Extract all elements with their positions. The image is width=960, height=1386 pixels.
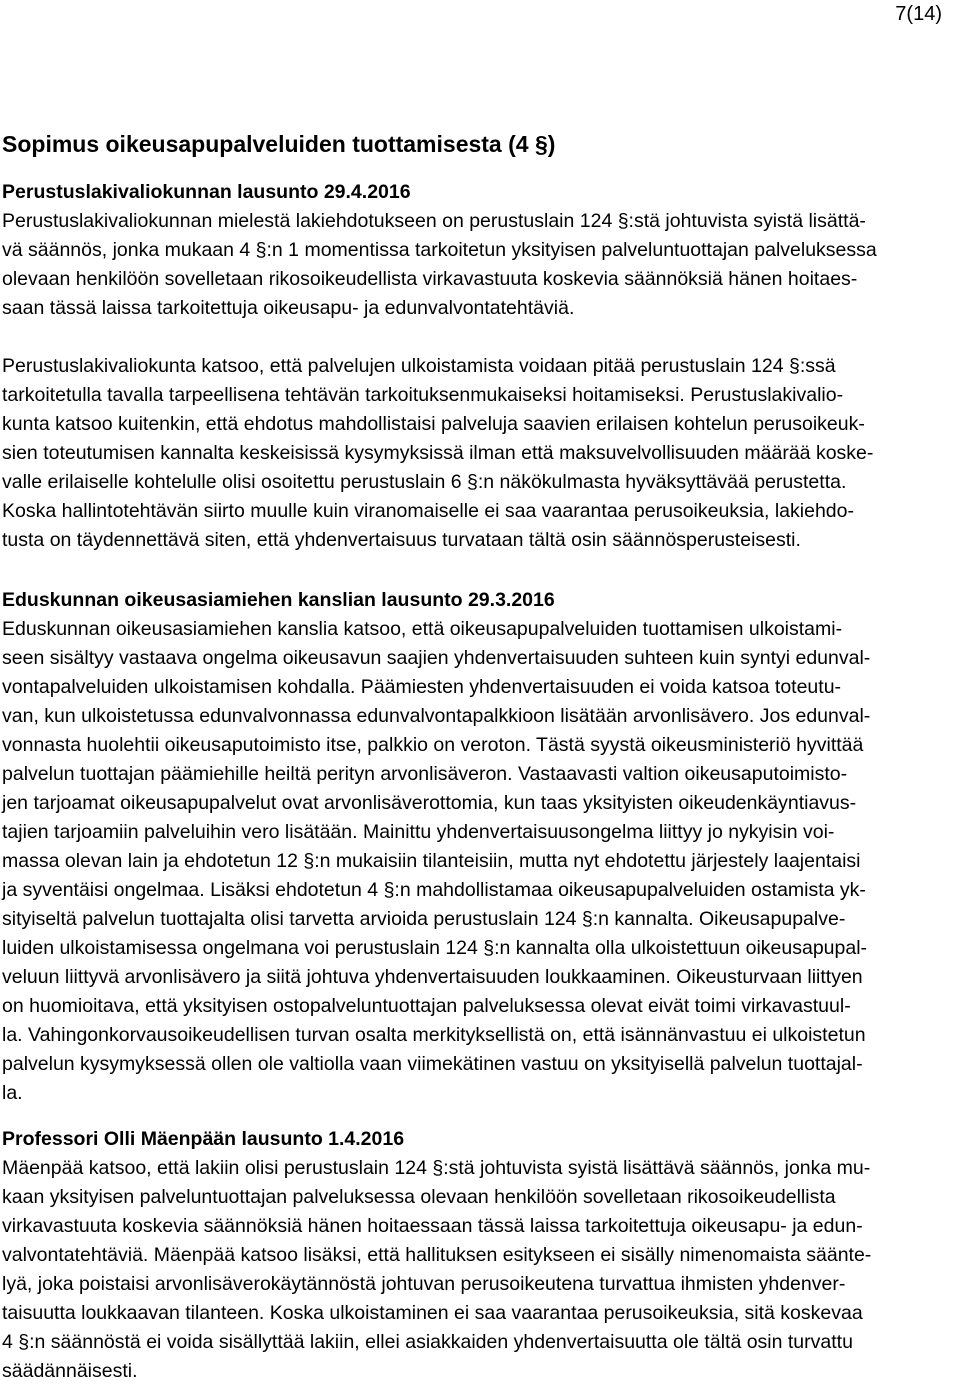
section-maenpaa bbox=[2, 1125, 958, 1386]
section-heading: Eduskunnan oikeusasiamiehen kanslian lausunto 29.3.2016 bbox=[2, 589, 555, 611]
text-line: kunta katsoo kuitenkin, että ehdotus mahdollistaisi palveluja saavien erilaisen kohtelun perusoikeuk- bbox=[2, 413, 865, 435]
text-line: la. Vahingonkorvausoikeudellisen turvan osalta merkityksellistä on, että isännänvastuu ei ulkoistetun bbox=[2, 1024, 866, 1046]
text-line: säädännäisesti. bbox=[2, 1360, 138, 1382]
text-line: Mäenpää katsoo, että lakiin olisi perustuslain 124 §:stä johtuvista syistä lisättävä säännös, jonka mu- bbox=[2, 1157, 871, 1179]
text-line: valle erilaiselle kohtelulle olisi osoitettu perustuslain 6 §:n näkökulmasta hyväksyttävää perustetta. bbox=[2, 471, 847, 493]
text-line: seen sisältyy vastaava ongelma oikeusavun saajien yhdenvertaisuuden suhteen kuin syntyi edunval- bbox=[2, 647, 871, 669]
text-line: sityiseltä palvelun tuottajalta olisi tarvetta arvioida perustuslain 124 §:n kannalta. Oikeusapupalve- bbox=[2, 908, 846, 930]
text-line: virkavastuuta koskevia säännöksiä hänen hoitaessaan tässä laissa tarkoitettuja oikeusapu- ja edun- bbox=[2, 1215, 863, 1237]
text-line: jen tarjoamat oikeusapupalvelut ovat arvonlisäverottomia, kun taas yksityisten oikeudenkäyntiavus- bbox=[2, 792, 857, 814]
text-line: veluun liittyvä arvonlisävero ja siitä johtuva yhdenvertaisuuden loukkaaminen. Oikeusturvaan liittyen bbox=[2, 966, 863, 988]
paragraph bbox=[2, 615, 958, 1108]
text-line: lyä, joka poistaisi arvonlisäverokäytännöstä johtuvan perusoikeutena turvattua ihmisten yhdenver- bbox=[2, 1273, 846, 1295]
section-oikeusasiamies bbox=[2, 586, 958, 1108]
text-line: tusta on täydennettävä siten, että yhdenvertaisuus turvataan tältä osin säännösperusteisesti. bbox=[2, 529, 801, 551]
text-line: 4 §:n säännöstä ei voida sisällyttää lakiin, ellei asiakkaiden yhdenvertaisuutta ole tältä osin turvattu bbox=[2, 1331, 853, 1353]
text-line: tajien tarjoamiin palveluihin vero lisätään. Mainittu yhdenvertaisuusongelma liittyy jo nykyisin voi- bbox=[2, 821, 835, 843]
text-line: massa olevan lain ja ehdotetun 12 §:n mukaisiin tilanteisiin, mutta nyt ehdotettu järjestely laajentaisi bbox=[2, 850, 861, 872]
text-line: la. bbox=[2, 1082, 23, 1104]
text-line: luiden ulkoistamisessa ongelmana voi perustuslain 124 §:n kannalta olla ulkoistettuun oikeusapupal- bbox=[2, 937, 868, 959]
text-line: ja syventäisi ongelmaa. Lisäksi ehdotetun 4 §:n mahdollistamaa oikeusapupalveluiden ostamista yk- bbox=[2, 879, 866, 901]
section-heading: Perustuslakivaliokunnan lausunto 29.4.2016 bbox=[2, 181, 411, 203]
page-number: 7(14) bbox=[895, 3, 942, 25]
text-line: taisuutta loukkaavan tilanteen. Koska ulkoistaminen ei saa vaarantaa perusoikeuksia, sitä koskevaa bbox=[2, 1302, 863, 1324]
text-line: palvelun tuottajan päämiehille heiltä perityn arvonlisäveron. Vastaavasti valtion oikeusaputoimisto- bbox=[2, 763, 848, 785]
text-line: on huomioitava, että yksityisen ostopalveluntuottajan palveluksessa olevat eivät toimi virkavastuul- bbox=[2, 995, 851, 1017]
text-line: Koska hallintotehtävän siirto muulle kuin viranomaiselle ei saa vaarantaa perusoikeuksia, lakiehdo- bbox=[2, 500, 854, 522]
paragraph bbox=[2, 207, 958, 323]
page-title: Sopimus oikeusapupalveluiden tuottamisesta (4 §) bbox=[2, 131, 556, 157]
section-perustuslakivaliokunta bbox=[2, 178, 958, 555]
text-line: vontapalveluiden ulkoistamisen kohdalla. Päämiesten yhdenvertaisuuden ei voida katsoa toteutu- bbox=[2, 676, 842, 698]
text-line: palvelun kysymyksessä ollen ole valtiolla vaan viimekätinen vastuu on yksityisellä palvelun tuottajal- bbox=[2, 1053, 863, 1075]
text-line: Perustuslakivaliokunta katsoo, että palvelujen ulkoistamista voidaan pitää perustuslain 124 §:ssä bbox=[2, 355, 836, 377]
text-line: kaan yksityisen palveluntuottajan palveluksessa olevaan henkilöön sovelletaan rikosoikeudellista bbox=[2, 1186, 836, 1208]
text-line: Perustuslakivaliokunnan mielestä lakiehdotukseen on perustuslain 124 §:stä johtuvista syistä lisättä- bbox=[2, 210, 866, 232]
paragraph bbox=[2, 1154, 958, 1386]
paragraph bbox=[2, 352, 958, 555]
text-line: vä säännös, jonka mukaan 4 §:n 1 momentissa tarkoitetun yksityisen palveluntuottajan palveluksessa bbox=[2, 239, 877, 261]
text-line: sien toteutumisen kannalta keskeisissä kysymyksissä ilman että maksuvelvollisuuden määrää koske- bbox=[2, 442, 874, 464]
text-line: valvontatehtäviä. Mäenpää katsoo lisäksi, että hallituksen esitykseen ei sisälly nimenomaista sääntе- bbox=[2, 1244, 872, 1266]
text-line: olevaan henkilöön sovelletaan rikosoikeudellista virkavastuuta koskevia säännöksiä hänen hoitaes- bbox=[2, 268, 858, 290]
text-line: tarkoitetulla tavalla tarpeellisena tehtävän tarkoituksenmukaiseksi hoitamiseksi. Perustuslakivalio- bbox=[2, 384, 844, 406]
text-line: van, kun ulkoistetussa edunvalvonnassa edunvalvontapalkkioon lisätään arvonlisävero. Jos edunval- bbox=[2, 705, 871, 727]
text-line: Eduskunnan oikeusasiamiehen kanslia katsoo, että oikeusapupalveluiden tuottamisen ulkoistami- bbox=[2, 618, 843, 640]
section-heading: Professori Olli Mäenpään lausunto 1.4.2016 bbox=[2, 1128, 405, 1150]
text-line: saan tässä laissa tarkoitettuja oikeusapu- ja edunvalvontatehtäviä. bbox=[2, 297, 575, 319]
text-line: vonnasta huolehtii oikeusaputoimisto itse, palkkio on veroton. Tästä syystä oikeusministeriö hyvittää bbox=[2, 734, 864, 756]
